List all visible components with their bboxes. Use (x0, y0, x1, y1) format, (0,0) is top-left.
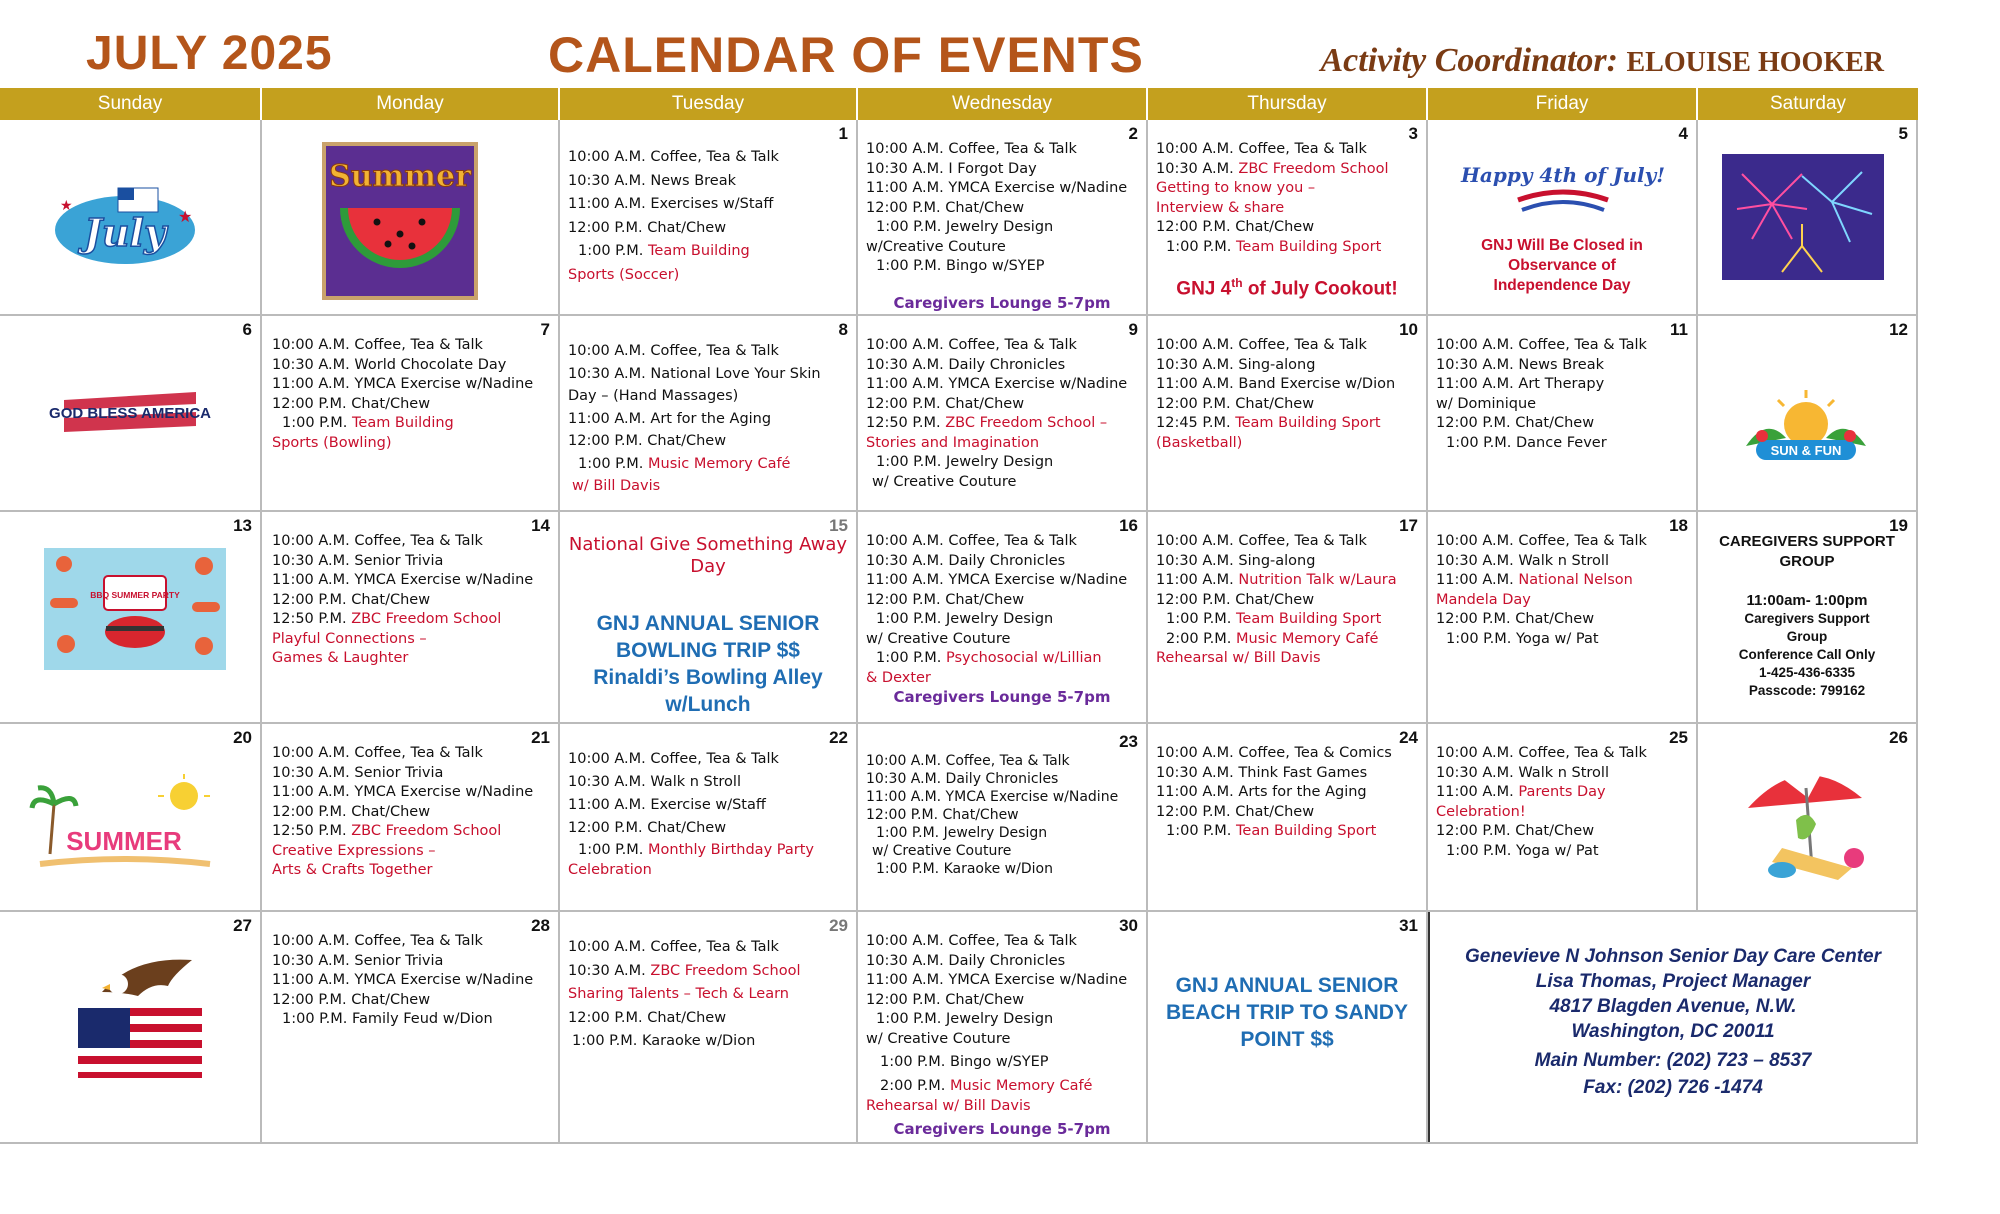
event: Playful Connections – (272, 630, 427, 647)
event: 10:00 A.M. Coffee, Tea & Comics (1156, 745, 1392, 761)
event-list (272, 336, 552, 453)
weekday-header (0, 88, 1918, 120)
day-cell-5 (1698, 120, 1918, 314)
event: 1:00 P.M. Jewelry Design (876, 825, 1048, 841)
event: Sports (Soccer) (568, 266, 680, 283)
event: 1:00 P.M. Tean Building Sport (1166, 823, 1377, 839)
day-cell-28 (262, 912, 560, 1142)
header (0, 0, 2000, 88)
center-contact (1434, 944, 1912, 1100)
event: w/ Creative Couture (872, 843, 1012, 859)
date-number: 6 (242, 320, 252, 339)
event: 10:30 A.M. I Forgot Day (866, 160, 1037, 177)
date-number: 19 (1889, 516, 1908, 535)
event: 1:00 P.M. Yoga w/ Pat (1446, 842, 1599, 859)
event: w/Creative Couture (866, 238, 1006, 255)
event: 10:00 A.M. Coffee, Tea & Talk (866, 141, 1077, 157)
event: 12:50 P.M. ZBC Freedom School – (866, 415, 1108, 431)
event: 10:30 A.M. World Chocolate Day (272, 356, 507, 373)
event: 10:00 A.M. Coffee, Tea & Talk (272, 337, 483, 353)
event: 10:30 A.M. Walk n Stroll (568, 774, 741, 790)
event: 10:00 A.M. Coffee, Tea & Talk (568, 343, 779, 359)
week-row (0, 512, 1918, 724)
day-cell-14 (262, 512, 560, 722)
day-cell-20 (0, 724, 262, 910)
event: 10:30 A.M. Sing-along (1156, 552, 1316, 569)
day-cell-19 (1698, 512, 1918, 722)
event-list (1436, 336, 1690, 453)
day-saturday: Saturday (1769, 93, 1847, 114)
event: 10:00 A.M. Coffee, Tea & Talk (1156, 141, 1367, 157)
event: 10:00 A.M. Coffee, Tea & Talk (866, 753, 1070, 769)
coordinator-name: ELOUISE HOOKER (1626, 47, 1884, 78)
day-cell-13 (0, 512, 262, 722)
event: 10:00 A.M. Coffee, Tea & Talk (568, 149, 779, 165)
event: 10:30 A.M. Daily Chronicles (866, 552, 1066, 569)
event: 12:00 P.M. Chat/Chew (866, 591, 1025, 608)
event: w/ Bill Davis (572, 478, 661, 494)
event-list (866, 752, 1140, 878)
day-cell-27 (0, 912, 262, 1142)
event: 1:00 P.M. Team Building (578, 243, 750, 259)
event: 12:00 P.M. Chat/Chew (568, 433, 727, 449)
summer-text: Summer (329, 159, 471, 194)
event: 12:00 P.M. Chat/Chew (1156, 803, 1315, 820)
event: 1:00 P.M. Bingo w/SYEP (880, 1054, 1049, 1070)
day-cell-25 (1428, 724, 1698, 910)
event: 1:00 P.M. Family Feud w/Dion (282, 1011, 493, 1027)
event: 10:00 A.M. Coffee, Tea & Talk (272, 745, 483, 761)
event: 12:45 P.M. Team Building Sport (1156, 415, 1381, 431)
event: Celebration (568, 862, 652, 878)
center-name: Genevieve N Johnson Senior Day Care Center (1464, 946, 1882, 967)
event: 1:00 P.M. Dance Fever (1446, 434, 1607, 451)
date-number: 10 (1399, 320, 1418, 339)
fax-number: Fax: (202) 726 -1474 (1583, 1077, 1763, 1098)
day-cell-30 (858, 912, 1148, 1142)
event: (Basketball) (1156, 434, 1243, 451)
day-cell-7 (262, 316, 560, 510)
event: 10:00 A.M. Coffee, Tea & Talk (866, 533, 1077, 549)
day-cell-10 (1148, 316, 1428, 510)
closed-notice: GNJ Will Be Closed in Observance of Independence Day (1481, 237, 1643, 294)
event: 11:00 A.M. YMCA Exercise w/Nadine (866, 572, 1128, 588)
beach-trip-banner: GNJ ANNUAL SENIOR BEACH TRIP TO SANDY POINT $$ (1166, 974, 1408, 1051)
event: 11:00 A.M. YMCA Exercise w/Nadine (866, 376, 1128, 392)
event: 12:50 P.M. ZBC Freedom School (272, 823, 502, 839)
event: 12:00 P.M. Chat/Chew (1436, 611, 1595, 627)
summer-watermelon-icon (322, 142, 478, 300)
month-title: JULY 2025 (86, 27, 333, 80)
event: 11:00 A.M. Nutrition Talk w/Laura (1156, 572, 1397, 588)
event: 11:00 A.M. YMCA Exercise w/Nadine (272, 572, 534, 588)
event-list (568, 936, 850, 1054)
event: 10:30 A.M. Think Fast Games (1156, 764, 1368, 781)
date-number: 12 (1889, 320, 1908, 339)
event-list (866, 336, 1140, 492)
day-cell-empty (0, 120, 262, 314)
date-number: 24 (1399, 728, 1418, 747)
week-row (0, 724, 1918, 912)
event: Sharing Talents – Tech & Learn (568, 986, 789, 1002)
event: 1:00 P.M. Monthly Birthday Party (578, 842, 814, 858)
date-number: 18 (1669, 516, 1688, 535)
event-list (272, 932, 552, 1030)
event: 10:00 A.M. Coffee, Tea & Talk (568, 751, 779, 767)
happy-fourth-text: Happy 4th of July! (1461, 163, 1665, 187)
event: 11:00 A.M. YMCA Exercise w/Nadine (866, 789, 1119, 805)
event: Creative Expressions – (272, 842, 436, 859)
event: 10:00 A.M. Coffee, Tea & Talk (1436, 337, 1647, 353)
day-cell-4 (1428, 120, 1698, 314)
event: w/ Creative Couture (866, 1030, 1011, 1047)
event: 10:30 A.M. Walk n Stroll (1436, 552, 1609, 569)
event: 12:50 P.M. ZBC Freedom School (272, 611, 502, 627)
event: 10:30 A.M. Senior Trivia (272, 764, 444, 781)
event: 11:00 A.M. YMCA Exercise w/Nadine (866, 180, 1128, 196)
summer-beach-icon (34, 774, 214, 874)
day-wednesday: Wednesday (858, 88, 1148, 120)
day-cell-24 (1148, 724, 1428, 910)
event: 10:00 A.M. Coffee, Tea & Talk (272, 533, 483, 549)
event: 12:00 P.M. Chat/Chew (272, 395, 431, 412)
event: 1:00 P.M. Bingo w/SYEP (876, 258, 1045, 274)
event: 12:00 P.M. Chat/Chew (568, 820, 727, 836)
event-list (272, 744, 552, 881)
event: 10:30 A.M. Daily Chronicles (866, 356, 1066, 373)
event-list (568, 340, 850, 498)
event: 11:00 A.M. YMCA Exercise w/Nadine (272, 972, 534, 988)
date-number: 17 (1399, 516, 1418, 535)
event: 11:00 A.M. Exercise w/Staff (568, 797, 766, 813)
day-friday: Friday (1428, 88, 1698, 120)
god-bless-america-text: GOD BLESS AMERICA (49, 405, 211, 422)
event: 1:00 P.M. Jewelry Design (876, 219, 1054, 235)
event: 11:00 A.M. Exercises w/Staff (568, 196, 774, 212)
event: 12:00 P.M. Chat/Chew (866, 199, 1025, 216)
date-number: 29 (829, 916, 848, 935)
event: 1:00 P.M. Jewelry Design (876, 454, 1054, 470)
event: 11:00 A.M. YMCA Exercise w/Nadine (866, 972, 1128, 988)
day-cell-26 (1698, 724, 1918, 910)
date-number: 28 (531, 916, 550, 935)
event: 1:00 P.M. Team Building Sport (1166, 611, 1382, 627)
event: 1:00 P.M. Music Memory Café (578, 455, 791, 472)
event: Day – (Hand Massages) (568, 388, 739, 404)
event: 11:00 A.M. YMCA Exercise w/Nadine (272, 784, 534, 800)
event-list (866, 932, 1140, 1117)
event: 10:00 A.M. Coffee, Tea & Talk (1436, 745, 1647, 761)
main-number: Main Number: (202) 723 – 8537 (1534, 1050, 1812, 1071)
coordinator-label: Activity Coordinator: (1320, 42, 1618, 79)
day-cell-11 (1428, 316, 1698, 510)
sun-and-fun-icon (1726, 386, 1886, 486)
fireworks-icon (1722, 154, 1884, 280)
event: 10:00 A.M. Coffee, Tea & Talk (1156, 533, 1367, 549)
day-cell-12 (1698, 316, 1918, 510)
eagle-flag-icon (72, 952, 208, 1082)
event: 1:00 P.M. Jewelry Design (876, 611, 1054, 627)
event: 10:30 A.M. National Love Your Skin (568, 365, 821, 382)
event: 12:00 P.M. Chat/Chew (866, 395, 1025, 412)
happy-fourth-icon (1461, 154, 1665, 220)
event: 12:00 P.M. Chat/Chew (272, 803, 431, 820)
date-number: 15 (829, 516, 848, 535)
day-cell-16 (858, 512, 1148, 722)
event: 1:00 P.M. Jewelry Design (876, 1011, 1054, 1027)
bbq-text: BBQ SUMMER PARTY (90, 590, 180, 600)
event: 12:00 P.M. Chat/Chew (1436, 823, 1595, 839)
event-list (1156, 532, 1420, 669)
date-number: 31 (1399, 916, 1418, 935)
event: Sports (Bowling) (272, 434, 392, 451)
event: 10:00 A.M. Coffee, Tea & Talk (272, 933, 483, 949)
event: 12:00 P.M. Chat/Chew (866, 807, 1019, 823)
beach-umbrella-icon (1742, 758, 1872, 888)
date-number: 23 (1119, 732, 1138, 751)
event: 10:00 A.M. Coffee, Tea & Talk (866, 337, 1077, 353)
day-cell-23 (858, 724, 1148, 910)
event-list (866, 532, 1140, 688)
event-list (1436, 532, 1690, 649)
event: 11:00 A.M. Arts for the Aging (1156, 784, 1367, 800)
event: 11:00 A.M. National Nelson (1436, 572, 1633, 588)
event: 10:00 A.M. Coffee, Tea & Talk (568, 939, 779, 955)
event: 10:30 A.M. Senior Trivia (272, 952, 444, 969)
event: 1:00 P.M. Psychosocial w/Lillian (876, 650, 1102, 666)
event-list (866, 140, 1140, 277)
date-number: 13 (233, 516, 252, 535)
event: 12:00 P.M. Chat/Chew (1156, 591, 1315, 608)
event: Arts & Crafts Together (272, 862, 433, 878)
event: 12:00 P.M. Chat/Chew (866, 991, 1025, 1008)
bowling-trip-banner: GNJ ANNUAL SENIOR BOWLING TRIP $$ Rinaldi’s Bowling Alley w/Lunch (593, 612, 823, 716)
event: 12:00 P.M. Chat/Chew (1156, 219, 1315, 235)
event-list (1436, 744, 1690, 861)
calendar-grid (0, 120, 1918, 1144)
event: w/ Creative Couture (866, 630, 1011, 647)
event: 10:00 A.M. Coffee, Tea & Talk (866, 933, 1077, 949)
day-cell-17 (1148, 512, 1428, 722)
event: 10:30 A.M. News Break (1436, 356, 1604, 373)
special-day: National Give Something Away Day (568, 534, 848, 577)
event: Stories and Imagination (866, 434, 1040, 451)
activity-coordinator (1320, 42, 1884, 80)
event: 11:00 A.M. Parents Day (1436, 784, 1606, 800)
event: 12:00 P.M. Chat/Chew (272, 591, 431, 608)
summer-beach-text: SUMMER (66, 826, 182, 856)
day-monday: Monday (262, 88, 560, 120)
july-sticker-icon (50, 182, 200, 272)
event: 1:00 P.M. Team Building Sport (1166, 238, 1382, 255)
event-list (568, 748, 850, 879)
event: Celebration! (1436, 803, 1526, 820)
week-row (0, 120, 1918, 316)
address-city: Washington, DC 20011 (1571, 1021, 1775, 1042)
day-cell-8 (560, 316, 858, 510)
event-list (272, 532, 552, 669)
event: 1:00 P.M. Karaoke w/Dion (876, 861, 1053, 877)
caregivers-lounge: Caregivers Lounge 5-7pm (893, 294, 1111, 312)
day-thursday: Thursday (1148, 88, 1428, 120)
event-list (1156, 744, 1420, 842)
event: Interview & share (1156, 199, 1285, 216)
event: 1:00 P.M. Yoga w/ Pat (1446, 630, 1599, 647)
date-number: 8 (838, 320, 848, 339)
event: Mandela Day (1436, 591, 1531, 608)
day-cell-6 (0, 316, 262, 510)
project-manager: Lisa Thomas, Project Manager (1535, 971, 1811, 992)
event: Rehearsal w/ Bill Davis (1156, 650, 1321, 666)
svg-text:★: ★ (178, 207, 193, 226)
date-number: 11 (1670, 320, 1688, 339)
date-number: 21 (531, 728, 550, 747)
event: 10:30 A.M. News Break (568, 172, 736, 189)
day-cell-31 (1148, 912, 1428, 1142)
event: 10:30 A.M. Daily Chronicles (866, 952, 1066, 969)
event: & Dexter (866, 669, 931, 686)
event: w/ Creative Couture (872, 473, 1017, 490)
date-number: 26 (1889, 728, 1908, 747)
bbq-party-icon (44, 548, 226, 670)
day-cell-2 (858, 120, 1148, 314)
day-cell-18 (1428, 512, 1698, 722)
day-cell-9 (858, 316, 1148, 510)
caregivers-lounge: Caregivers Lounge 5-7pm (893, 1120, 1111, 1138)
event: Rehearsal w/ Bill Davis (866, 1098, 1031, 1114)
day-cell-21 (262, 724, 560, 910)
event: 12:00 P.M. Chat/Chew (1156, 395, 1315, 412)
day-cell-22 (560, 724, 858, 910)
sun-and-fun-text: SUN & FUN (1770, 443, 1842, 458)
week-row (0, 316, 1918, 512)
event: 11:00 A.M. Art for the Aging (568, 410, 772, 427)
event-list (1156, 336, 1420, 453)
event: 10:00 A.M. Coffee, Tea & Talk (1436, 533, 1647, 549)
day-cell-empty (262, 120, 560, 314)
day-cell-1 (560, 120, 858, 314)
event: 11:00 A.M. YMCA Exercise w/Nadine (272, 376, 534, 392)
center-info (1428, 912, 1918, 1142)
address-street: 4817 Blagden Avenue, N.W. (1549, 996, 1797, 1017)
date-number: 20 (233, 728, 252, 747)
date-number: 25 (1669, 728, 1688, 747)
date-number: 3 (1408, 124, 1418, 143)
date-number: 1 (838, 124, 848, 143)
event: 2:00 P.M. Music Memory Café (1166, 630, 1379, 647)
date-number: 22 (829, 728, 848, 747)
svg-text:★: ★ (60, 198, 73, 214)
caregivers-support-title: CAREGIVERS SUPPORT GROUP (1719, 533, 1895, 570)
event: 10:30 A.M. Sing-along (1156, 356, 1316, 373)
god-bless-america-icon (49, 386, 211, 436)
event-list (568, 146, 850, 287)
event: 11:00 A.M. Band Exercise w/Dion (1156, 376, 1396, 392)
week-row (0, 912, 1918, 1144)
day-sunday: Sunday (0, 88, 262, 120)
event: 2:00 P.M. Music Memory Café (880, 1078, 1093, 1094)
day-cell-15 (560, 512, 858, 722)
date-number: 16 (1119, 516, 1138, 535)
day-cell-3 (1148, 120, 1428, 314)
event: 10:30 A.M. Senior Trivia (272, 552, 444, 569)
date-number: 30 (1119, 916, 1138, 935)
event: 1:00 P.M. Team Building (282, 415, 454, 431)
date-number: 14 (531, 516, 550, 535)
event: 10:00 A.M. Coffee, Tea & Talk (1156, 337, 1367, 353)
event: 12:00 P.M. Chat/Chew (1436, 415, 1595, 431)
event: 12:00 P.M. Chat/Chew (272, 991, 431, 1008)
event: w/ Dominique (1436, 395, 1537, 412)
date-number: 7 (540, 320, 550, 339)
date-number: 4 (1678, 124, 1688, 143)
event: 11:00 A.M. Art Therapy (1436, 376, 1605, 392)
event: 10:30 A.M. Walk n Stroll (1436, 764, 1609, 781)
date-number: 2 (1128, 124, 1138, 143)
caregivers-support-details: 11:00am- 1:00pm Caregivers Support Group Conference Call Only 1-425-436-6335 Passcode: 799162 (1738, 592, 1876, 698)
event: 10:30 A.M. ZBC Freedom School (568, 962, 801, 979)
event: 12:00 P.M. Chat/Chew (568, 219, 727, 236)
event: 1:00 P.M. Karaoke w/Dion (572, 1033, 756, 1049)
date-number: 27 (233, 916, 252, 935)
event: 10:30 A.M. ZBC Freedom School (1156, 160, 1389, 177)
day-cell-29 (560, 912, 858, 1142)
date-number: 5 (1898, 124, 1908, 143)
day-tuesday: Tuesday (560, 88, 858, 120)
caregivers-lounge: Caregivers Lounge 5-7pm (893, 688, 1111, 706)
event: 10:30 A.M. Daily Chronicles (866, 771, 1059, 787)
calendar-title: CALENDAR OF EVENTS (548, 27, 1144, 83)
event: 12:00 P.M. Chat/Chew (568, 1009, 727, 1026)
date-number: 9 (1128, 320, 1138, 339)
cookout-banner: GNJ 4th of July Cookout! (1176, 276, 1398, 300)
event: Getting to know you – (1156, 180, 1316, 196)
july-sticker-text: July (83, 210, 167, 255)
event-list (1156, 140, 1420, 257)
event: Games & Laughter (272, 650, 409, 666)
